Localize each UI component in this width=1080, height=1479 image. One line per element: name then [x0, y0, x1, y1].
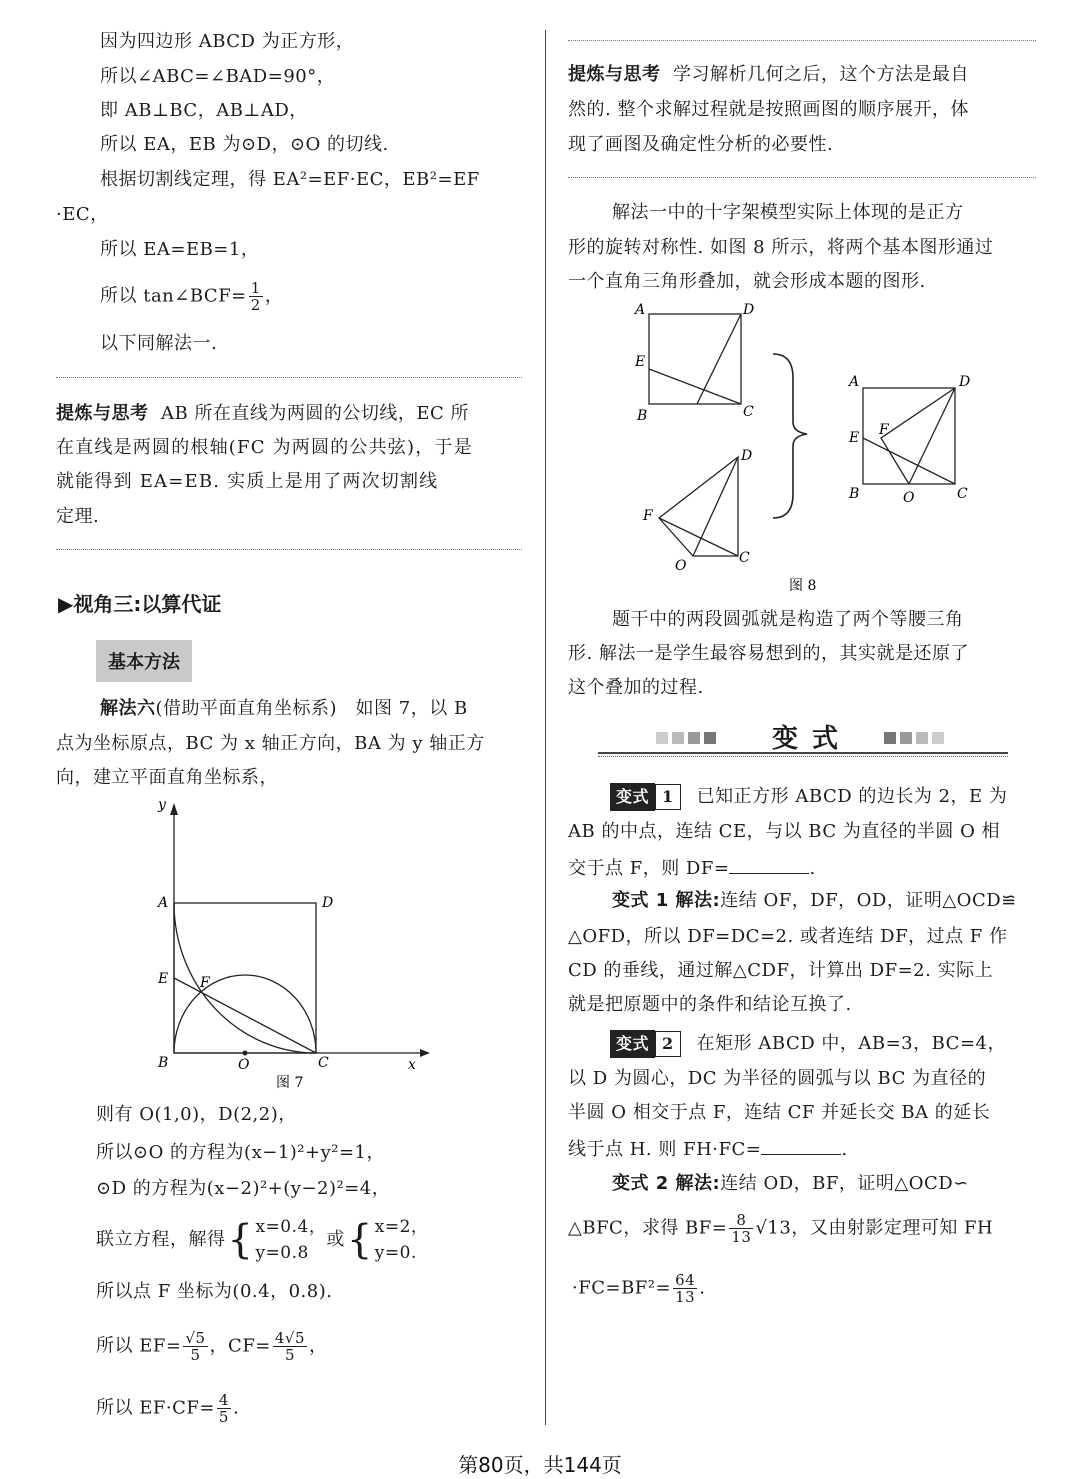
segment-ec	[649, 369, 741, 404]
text-line: AB 的中点，连结 CE，与以 BC 为直径的半圆 O 相	[568, 821, 1001, 842]
label-f: F	[879, 422, 889, 438]
text-line: 形. 解法一是学生最容易想到的，其实就是还原了	[568, 643, 969, 664]
text-line: 就是把原题中的条件和结论互换了.	[568, 994, 852, 1015]
variant-tag: 变式	[610, 783, 655, 811]
eq: x=0.4，	[255, 1217, 327, 1237]
fraction	[249, 280, 263, 313]
text-line: 所以⊙O 的方程为(x−1)²+y²=1，	[96, 1142, 386, 1163]
decor	[932, 732, 944, 744]
text: 在矩形 ABCD 中，AB=3，BC=4，	[696, 1033, 1006, 1054]
text-line: 所以 EA=EB=1，	[100, 239, 260, 260]
text: 连结 OD，BF，证明△OCD∽	[720, 1173, 969, 1194]
variant-number: 1	[655, 784, 681, 810]
fraction	[183, 1330, 207, 1363]
brace: {	[346, 1217, 373, 1263]
fraction	[673, 1272, 697, 1305]
text-line: 就能得到 EA=EB. 实质上是用了两次切割线	[56, 471, 439, 492]
label-e: E	[635, 354, 646, 370]
think-line	[56, 402, 469, 426]
text: √13，又由射影定理可知 FH	[755, 1217, 994, 1239]
segment-do	[697, 314, 741, 404]
denominator: 5	[218, 1408, 229, 1426]
text-line: 在直线是两圆的根轴(FC 为两圆的公共弦)，于是	[56, 437, 473, 458]
figure-7	[140, 795, 440, 1095]
text: 学习解析几何之后，这个方法是最自	[672, 64, 969, 85]
square-1	[649, 314, 741, 404]
text-line: 则有 O(1,0)，D(2,2)，	[96, 1104, 297, 1125]
think-line	[568, 63, 969, 87]
text: ，	[309, 1335, 328, 1357]
text: 或	[326, 1229, 345, 1250]
denominator: 13	[731, 1228, 752, 1246]
figure-caption: 图 7	[276, 1075, 304, 1091]
text-line: 一个直角三角形叠加，就会形成本题的图形.	[568, 271, 926, 292]
label-c: C	[739, 550, 750, 566]
tan-line	[100, 280, 283, 313]
x-arrow	[420, 1049, 430, 1057]
text: AB 所在直线为两圆的公切线，EC 所	[160, 403, 470, 424]
text-line: 然的. 整个求解过程就是按照画图的顺序展开，体	[568, 99, 969, 120]
label-o: O	[903, 490, 915, 506]
system-2	[375, 1214, 429, 1266]
variant-1-line	[610, 783, 1007, 811]
eq: x=2，	[374, 1217, 429, 1237]
text-line: 定理.	[56, 506, 100, 527]
y-arrow	[170, 803, 178, 815]
eq: y=0.8	[255, 1243, 309, 1263]
decor	[916, 732, 928, 744]
label-d: D	[959, 374, 971, 390]
brace-icon	[773, 354, 807, 518]
text: 所以 EF=	[96, 1335, 182, 1357]
blank-line: 线于点 H. 则 FH·FC= .	[568, 1136, 848, 1162]
label-e: E	[158, 971, 169, 987]
ef-cf-line	[96, 1330, 328, 1363]
text-line: 这个叠加的过程.	[568, 677, 704, 698]
method-label: 解法六	[100, 698, 156, 719]
text: 联立方程，解得	[96, 1229, 226, 1250]
text: 所以 tan∠BCF=	[100, 285, 247, 307]
fh-fc-line	[572, 1272, 705, 1305]
label-a: A	[635, 302, 646, 318]
label-b: B	[637, 408, 648, 424]
variant-2-line	[610, 1030, 1006, 1058]
text-line: 现了画图及确定性分析的必要性.	[568, 134, 834, 155]
answer-blank	[729, 855, 809, 874]
text: 已知正方形 ABCD 的边长为 2，E 为	[696, 786, 1008, 807]
denominator: 13	[675, 1288, 696, 1306]
solution-label: 变式 1 解法:	[612, 890, 721, 911]
decor	[704, 732, 716, 744]
decor	[900, 732, 912, 744]
text-line: 因为四边形 ABCD 为正方形，	[100, 31, 355, 52]
page-footer: 第80页，共144页	[458, 1453, 622, 1477]
denominator: 5	[284, 1346, 295, 1364]
header-rule	[598, 752, 1008, 754]
numerator: 4√5	[274, 1329, 306, 1347]
numerator: 8	[729, 1212, 753, 1229]
denominator: 2	[250, 296, 261, 314]
figure-caption: 图 8	[789, 578, 817, 594]
system-line	[96, 1212, 428, 1268]
brace: {	[227, 1217, 254, 1263]
column-divider	[545, 30, 546, 1425]
point-o	[243, 1051, 248, 1056]
fraction	[217, 1392, 231, 1425]
answer-blank	[761, 1136, 841, 1155]
label-e: E	[849, 430, 860, 446]
variant-tag: 变式	[610, 1030, 655, 1058]
fraction	[729, 1212, 753, 1245]
numerator: 4	[218, 1391, 229, 1409]
text: △BFC，求得 BF=	[568, 1217, 728, 1239]
numerator: √5	[185, 1329, 206, 1347]
label-b: B	[158, 1055, 169, 1071]
divider	[568, 177, 1036, 178]
text: 连结 OF，DF，OD，证明△OCD≌	[720, 890, 1017, 911]
ef-times-cf-line	[96, 1392, 239, 1425]
solution-line	[612, 889, 1017, 913]
decor	[884, 732, 896, 744]
label-f: F	[643, 508, 653, 524]
text-line: ·EC，	[56, 204, 109, 225]
text-line: 即 AB⊥BC，AB⊥AD，	[100, 100, 308, 121]
text-line: 以 D 为圆心，DC 为半径的圆弧与以 BC 为直径的	[568, 1068, 987, 1089]
section-heading: ▶视角三:以算代证	[58, 592, 222, 616]
text-line: 向，建立平面直角坐标系，	[56, 767, 278, 788]
basic-method-label: 基本方法	[96, 640, 192, 682]
label-f: F	[200, 975, 210, 991]
think-label: 提炼与思考	[56, 403, 149, 424]
numerator: 1	[250, 279, 261, 297]
text-line: CD 的垂线，通过解△CDF，计算出 DF=2. 实际上	[568, 960, 994, 981]
text-line: 以下同解法一.	[100, 333, 218, 354]
text-line: ⊙D 的方程为(x−2)²+(y−2)²=4，	[96, 1178, 391, 1199]
label-o: O	[675, 558, 687, 574]
label-x: x	[408, 1057, 416, 1073]
text-line: 点为坐标原点，BC 为 x 轴正方向，BA 为 y 轴正方	[56, 733, 485, 754]
label-d: D	[743, 302, 755, 318]
label-d: D	[322, 895, 334, 911]
decor	[672, 732, 684, 744]
think-label: 提炼与思考	[568, 64, 661, 85]
segment-ec	[174, 978, 316, 1053]
decor	[688, 732, 700, 744]
text-line: 所以 EA，EB 为⊙D，⊙O 的切线.	[100, 134, 389, 155]
label-c: C	[318, 1055, 329, 1071]
solution-line	[612, 1172, 969, 1196]
text: 线于点 H. 则 FH·FC=	[568, 1139, 762, 1160]
divider	[568, 40, 1036, 41]
label-c: C	[957, 486, 968, 502]
divider	[56, 377, 522, 378]
variant-number: 2	[655, 1031, 681, 1057]
text-line: △OFD，所以 DF=DC=2. 或者连结 DF，过点 F 作	[568, 926, 1008, 947]
solution-label: 变式 2 解法:	[612, 1173, 721, 1194]
text: .	[232, 1397, 240, 1419]
text-line: 形的旋转对称性. 如图 8 所示，将两个基本图形通过	[568, 237, 994, 258]
text-line: 半圆 O 相交于点 F，连结 CF 并延长交 BA 的延长	[568, 1102, 991, 1123]
segment-do	[693, 457, 738, 556]
text-line: 根据切割线定理，得 EA²=EF·EC，EB²=EF	[100, 169, 480, 190]
text: 交于点 F，则 DF=	[568, 858, 730, 879]
label-b: B	[849, 486, 860, 502]
arc-d	[174, 903, 316, 1053]
label-c: C	[743, 404, 754, 420]
text-line: 解法一中的十字架模型实际上体现的是正方	[612, 202, 964, 223]
segment-do	[909, 388, 955, 484]
text-line: 题干中的两段圆弧就是构造了两个等腰三角	[612, 609, 964, 630]
figure-8	[625, 298, 995, 598]
decor	[656, 732, 668, 744]
text-line: 所以∠ABC=∠BAD=90°，	[100, 66, 336, 87]
square-combined	[863, 388, 955, 484]
text: (借助平面直角坐标系) 如图 7，以 B	[155, 698, 468, 719]
denominator: 5	[190, 1346, 201, 1364]
text: 所以 EF·CF=	[96, 1397, 215, 1419]
triangle	[659, 457, 738, 556]
text: .	[699, 1277, 706, 1299]
segment-fc	[659, 518, 738, 556]
text: ，	[264, 285, 284, 307]
eq: y=0.	[374, 1243, 417, 1263]
divider	[56, 549, 522, 550]
segment-ec	[863, 438, 955, 484]
text: ，CF=	[209, 1335, 271, 1357]
bf-line	[568, 1212, 993, 1245]
variant-title: 变式	[772, 724, 853, 754]
method6-line	[100, 697, 468, 721]
label-o: O	[238, 1057, 250, 1073]
text: ·FC=BF²=	[572, 1277, 672, 1299]
label-a: A	[849, 374, 860, 390]
numerator: 64	[675, 1271, 696, 1289]
square-abcd	[174, 903, 316, 1053]
fraction	[273, 1330, 307, 1363]
label-d: D	[741, 448, 753, 464]
blank-line: 交于点 F，则 DF= .	[568, 855, 816, 881]
label-y: y	[158, 797, 166, 813]
text-line: 所以点 F 坐标为(0.4，0.8).	[96, 1281, 333, 1302]
label-a: A	[158, 895, 169, 911]
triangle-fdo	[881, 388, 955, 484]
variant-header	[568, 718, 1038, 758]
system-1	[255, 1214, 326, 1266]
header-rule	[598, 756, 1008, 757]
